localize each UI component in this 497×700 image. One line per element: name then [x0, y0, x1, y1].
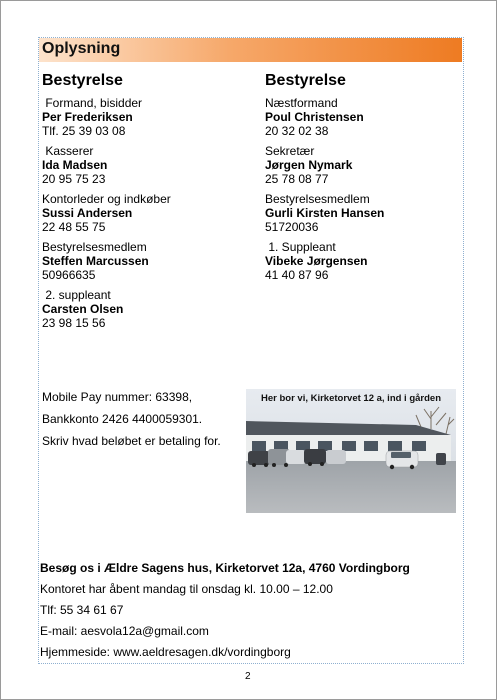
office-hours: Kontoret har åbent mandag til onsdag kl. 10.00 – 12.00	[40, 582, 333, 596]
bank-account: Bankkonto 2426 4400059301.	[42, 412, 203, 426]
member-name: Vibeke Jørgensen	[265, 254, 368, 268]
member-role: Kasserer	[45, 144, 94, 158]
mobilepay-number: Mobile Pay nummer: 63398,	[42, 390, 193, 404]
building-photo-illustration	[246, 389, 456, 513]
member-role: Næstformand	[265, 96, 338, 110]
photo-caption: Her bor vi, Kirketorvet 12 a, ind i gården	[260, 393, 442, 404]
payment-info	[42, 386, 242, 452]
member-name: Sussi Andersen	[42, 206, 133, 220]
payment-note: Skriv hvad beløbet er betaling for.	[42, 434, 221, 448]
member	[265, 96, 465, 138]
member-phone: 20 95 75 23	[42, 172, 106, 186]
member	[42, 240, 252, 282]
member-name: Ida Madsen	[42, 158, 108, 172]
office-phone: Tlf: 55 34 61 67	[40, 603, 124, 617]
column-title: Bestyrelse	[265, 72, 346, 89]
member-name: Poul Christensen	[265, 110, 364, 124]
member-phone: 25 78 08 77	[265, 172, 329, 186]
member-phone: Tlf. 25 39 03 08	[42, 124, 126, 138]
visit-title: Besøg os i Ældre Sagens hus, Kirketorvet 12a, 4760 Vordingborg	[40, 561, 410, 575]
visit-info	[40, 558, 460, 663]
member	[42, 144, 252, 186]
page-number: 2	[245, 671, 251, 682]
member-role: Formand, bisidder	[45, 96, 143, 110]
member-phone: 22 48 55 75	[42, 220, 106, 234]
member	[265, 144, 465, 186]
member	[265, 192, 465, 234]
member-phone: 41 40 87 96	[265, 268, 329, 282]
member-role: Sekretær	[265, 144, 315, 158]
board-column-left	[42, 72, 252, 336]
building-photo	[246, 389, 456, 513]
member	[42, 192, 252, 234]
member	[42, 96, 252, 138]
member-role: 2. suppleant	[45, 288, 111, 302]
member-name: Steffen Marcussen	[42, 254, 149, 268]
office-email: E-mail: aesvola12a@gmail.com	[40, 624, 209, 638]
column-title: Bestyrelse	[42, 72, 123, 89]
member-name: Jørgen Nymark	[265, 158, 353, 172]
member-name: Carsten Olsen	[42, 302, 124, 316]
section-heading: Oplysning	[42, 40, 121, 57]
member-role: 1. Suppleant	[268, 240, 336, 254]
member	[265, 240, 465, 282]
member-role: Bestyrelsesmedlem	[42, 240, 147, 254]
section-heading-bar	[39, 38, 462, 62]
office-website: Hjemmeside: www.aeldresagen.dk/vordingborg	[40, 645, 291, 659]
member	[42, 288, 252, 330]
member-role: Bestyrelsesmedlem	[265, 192, 370, 206]
member-phone: 23 98 15 56	[42, 316, 106, 330]
member-phone: 50966635	[42, 268, 96, 282]
board-column-right	[265, 72, 465, 288]
member-name: Gurli Kirsten Hansen	[265, 206, 385, 220]
member-phone: 20 32 02 38	[265, 124, 329, 138]
member-role: Kontorleder og indkøber	[42, 192, 171, 206]
member-phone: 51720036	[265, 220, 319, 234]
member-name: Per Frederiksen	[42, 110, 133, 124]
